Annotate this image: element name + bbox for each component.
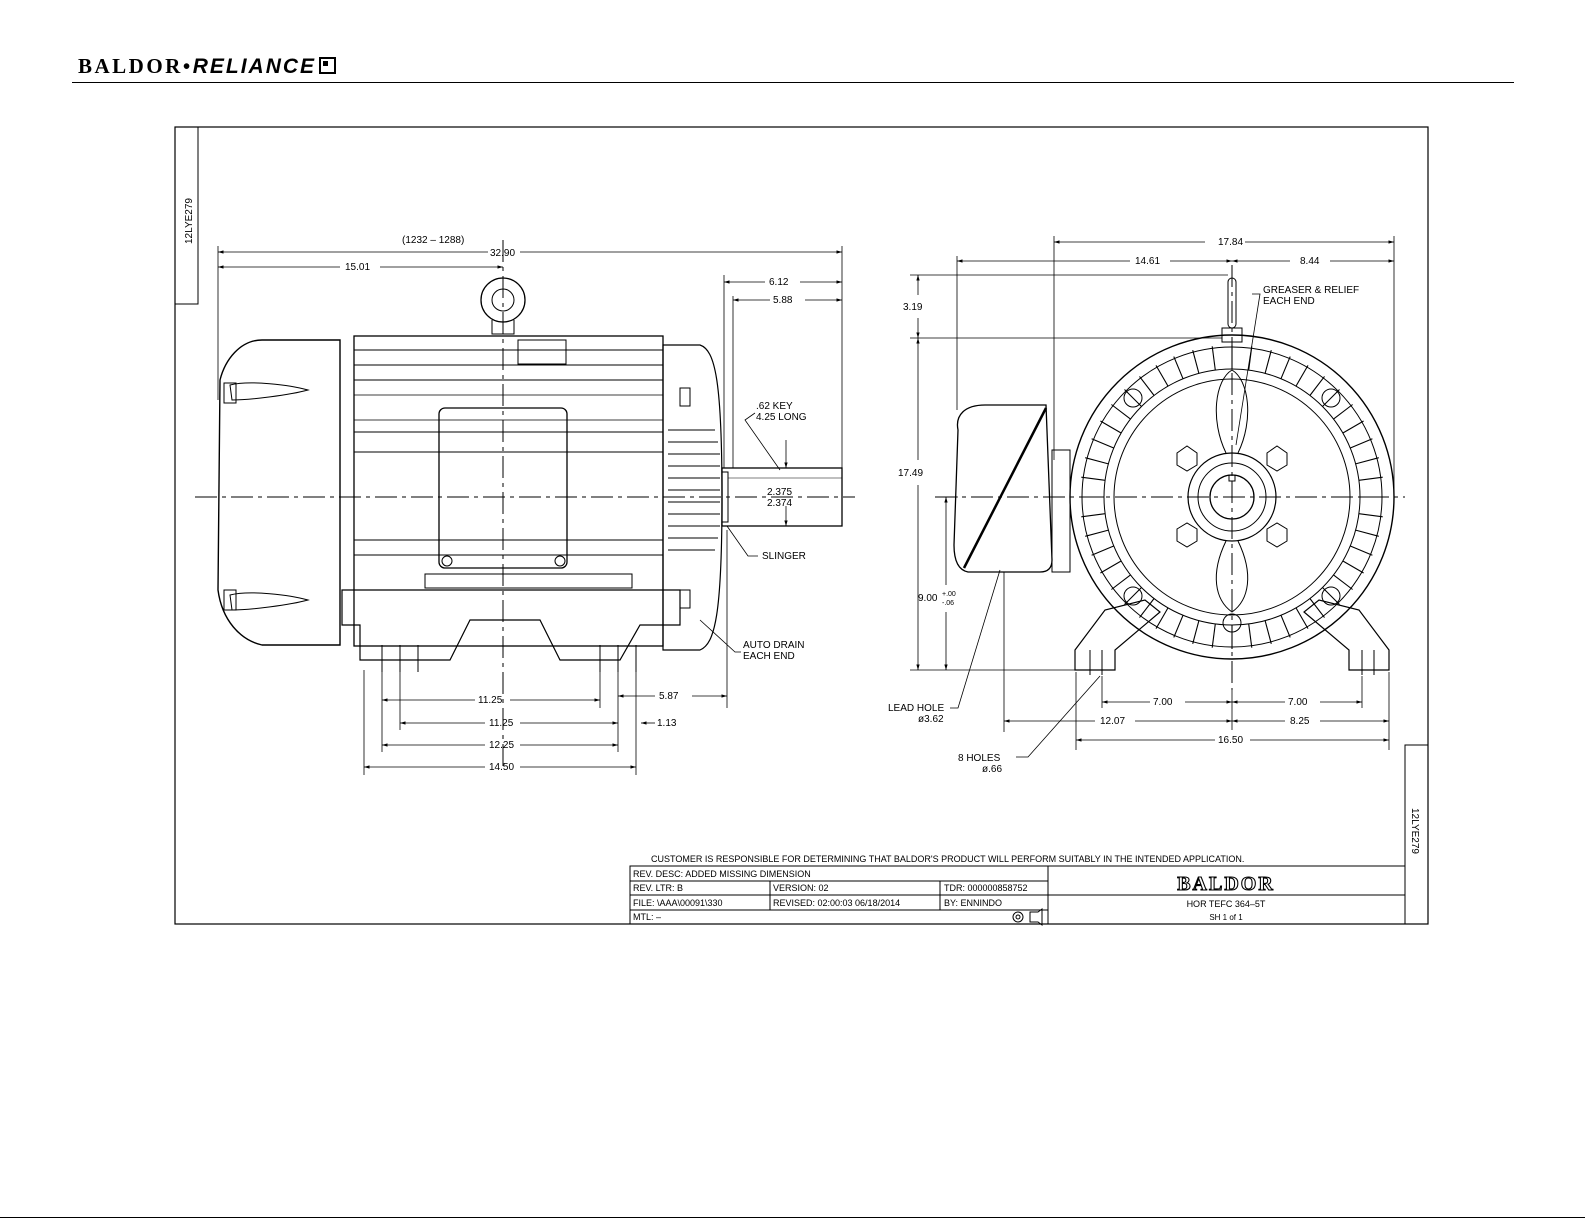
- cooling-fin: [1343, 421, 1364, 433]
- baldor-title-logo: BALDOR: [1177, 873, 1275, 895]
- to-center-right-label: 8.44: [1300, 256, 1320, 267]
- foot-e-label: 5.87: [659, 691, 679, 702]
- height-total-label: 17.49: [898, 468, 924, 479]
- cooling-fin: [1281, 615, 1290, 637]
- base-left-label: 7.00: [1153, 697, 1173, 708]
- version: VERSION: 02: [773, 883, 829, 893]
- base-total-label: 16.50: [1218, 735, 1244, 746]
- cooling-fin: [1085, 530, 1108, 536]
- slinger-label: SLINGER: [762, 551, 806, 562]
- motor-description: HOR TEFC 364–5T: [1186, 899, 1266, 909]
- cooling-fin: [1323, 390, 1340, 407]
- drawing-id-left: 12LYE279: [184, 198, 195, 244]
- side-view-labels: [345, 235, 807, 773]
- cooling-fin: [1343, 561, 1364, 573]
- cooling-fin: [1100, 421, 1121, 433]
- foot-f-label: 1.13: [657, 718, 677, 729]
- cooling-fin: [1092, 546, 1114, 555]
- cooling-fin: [1085, 458, 1108, 464]
- cooling-fin: [1140, 376, 1155, 395]
- page-footer-rule: [0, 1217, 1585, 1218]
- cooling-fin: [1174, 357, 1183, 379]
- foot-d-label: 14.50: [489, 762, 515, 773]
- cooling-fin: [1212, 346, 1215, 370]
- foot-a-label: 11.25: [478, 695, 503, 706]
- side-view: [195, 240, 855, 770]
- cooling-fin: [1111, 575, 1130, 590]
- cooling-fin: [1125, 390, 1142, 407]
- cooling-fin: [1212, 624, 1215, 648]
- base-right-label: 7.00: [1288, 697, 1308, 708]
- mtl: MTL: –: [633, 912, 662, 922]
- foot-c-label: 12.25: [489, 740, 515, 751]
- cooling-fin: [1281, 357, 1290, 379]
- cooling-fin: [1350, 546, 1372, 555]
- key-length-label: 4.25 LONG: [756, 412, 807, 423]
- shaft-dia-min-label: 2.374: [767, 498, 793, 509]
- auto-drain-label: AUTO DRAIN: [743, 640, 805, 651]
- tolerance-plus-label: +.00: [942, 591, 956, 598]
- rev-desc: REV. DESC: ADDED MISSING DIMENSION: [633, 869, 811, 879]
- side-view-dimensions: [218, 246, 842, 775]
- cooling-fin: [1356, 458, 1379, 464]
- to-center-left-label: 14.61: [1135, 256, 1161, 267]
- cooling-fin: [1156, 365, 1168, 386]
- overall-range-label: (1232 – 1288): [402, 235, 465, 246]
- file: FILE: \AAA\00091\330: [633, 898, 723, 908]
- holes-dia-label: ø.66: [982, 764, 1003, 775]
- overall-length-label: 32.90: [490, 248, 516, 259]
- cooling-fin: [1359, 514, 1383, 517]
- end-view-labels: [888, 237, 1359, 775]
- baldor-reliance-logo: BALDOR•RELIANCE: [78, 54, 336, 79]
- cooling-fin: [1356, 530, 1379, 536]
- rev-ltr: REV. LTR: B: [633, 883, 684, 893]
- tdr: TDR: 000000858752: [944, 883, 1028, 893]
- cooling-fin: [1310, 376, 1325, 395]
- drawing-id-right: 12LYE279: [1409, 808, 1420, 854]
- end-view: [935, 265, 1405, 690]
- cooling-fin: [1193, 350, 1199, 373]
- by: BY: ENNINDO: [944, 898, 1003, 908]
- greaser-each-end-label: EACH END: [1263, 296, 1315, 307]
- cooling-fin: [1174, 615, 1183, 637]
- title-block-text: [633, 854, 1275, 922]
- holes-label: 8 HOLES: [958, 753, 1001, 764]
- foot-b-label: 11.25: [489, 718, 514, 729]
- cooling-fin: [1359, 477, 1383, 480]
- auto-drain-each-end-label: EACH END: [743, 651, 795, 662]
- lead-hole-dia-label: ø3.62: [918, 714, 944, 725]
- eye-height-label: 3.19: [903, 302, 923, 313]
- cooling-fin: [1334, 575, 1353, 590]
- base-a-label: 12.07: [1100, 716, 1126, 727]
- shaft-ext2-label: 5.88: [773, 295, 793, 306]
- revised: REVISED: 02:00:03 06/18/2014: [773, 898, 901, 908]
- shaft-height-label: 9.00: [918, 593, 938, 604]
- fan-to-center-label: 15.01: [345, 262, 371, 273]
- shaft-ext-label: 6.12: [769, 277, 789, 288]
- width-total-label: 17.84: [1218, 237, 1244, 248]
- tolerance-minus-label: -.06: [942, 600, 955, 607]
- cooling-fin: [1081, 514, 1105, 517]
- cooling-fin: [1111, 405, 1130, 420]
- cooling-fin: [1100, 561, 1121, 573]
- disclaimer: CUSTOMER IS RESPONSIBLE FOR DETERMINING THAT BALDOR'S PRODUCT WILL PERFORM SUITABLY IN THE INTENDED APPLICATION.: [651, 854, 1245, 864]
- greaser-label: GREASER & RELIEF: [1263, 285, 1360, 296]
- cooling-fin: [1350, 439, 1372, 448]
- cooling-fin: [1296, 365, 1308, 386]
- cooling-fin: [1193, 621, 1199, 644]
- cooling-fin: [1092, 439, 1114, 448]
- cooling-fin: [1334, 405, 1353, 420]
- base-b-label: 8.25: [1290, 716, 1310, 727]
- cooling-fin: [1265, 350, 1271, 373]
- cooling-fin: [1265, 621, 1271, 644]
- cooling-fin: [1249, 624, 1252, 648]
- cooling-fin: [1081, 477, 1105, 480]
- sheet-number: SH 1 of 1: [1209, 913, 1243, 922]
- shaft-dia-max-label: 2.375: [767, 487, 793, 498]
- key-label: .62 KEY: [756, 401, 793, 412]
- lead-hole-label: LEAD HOLE: [888, 703, 945, 714]
